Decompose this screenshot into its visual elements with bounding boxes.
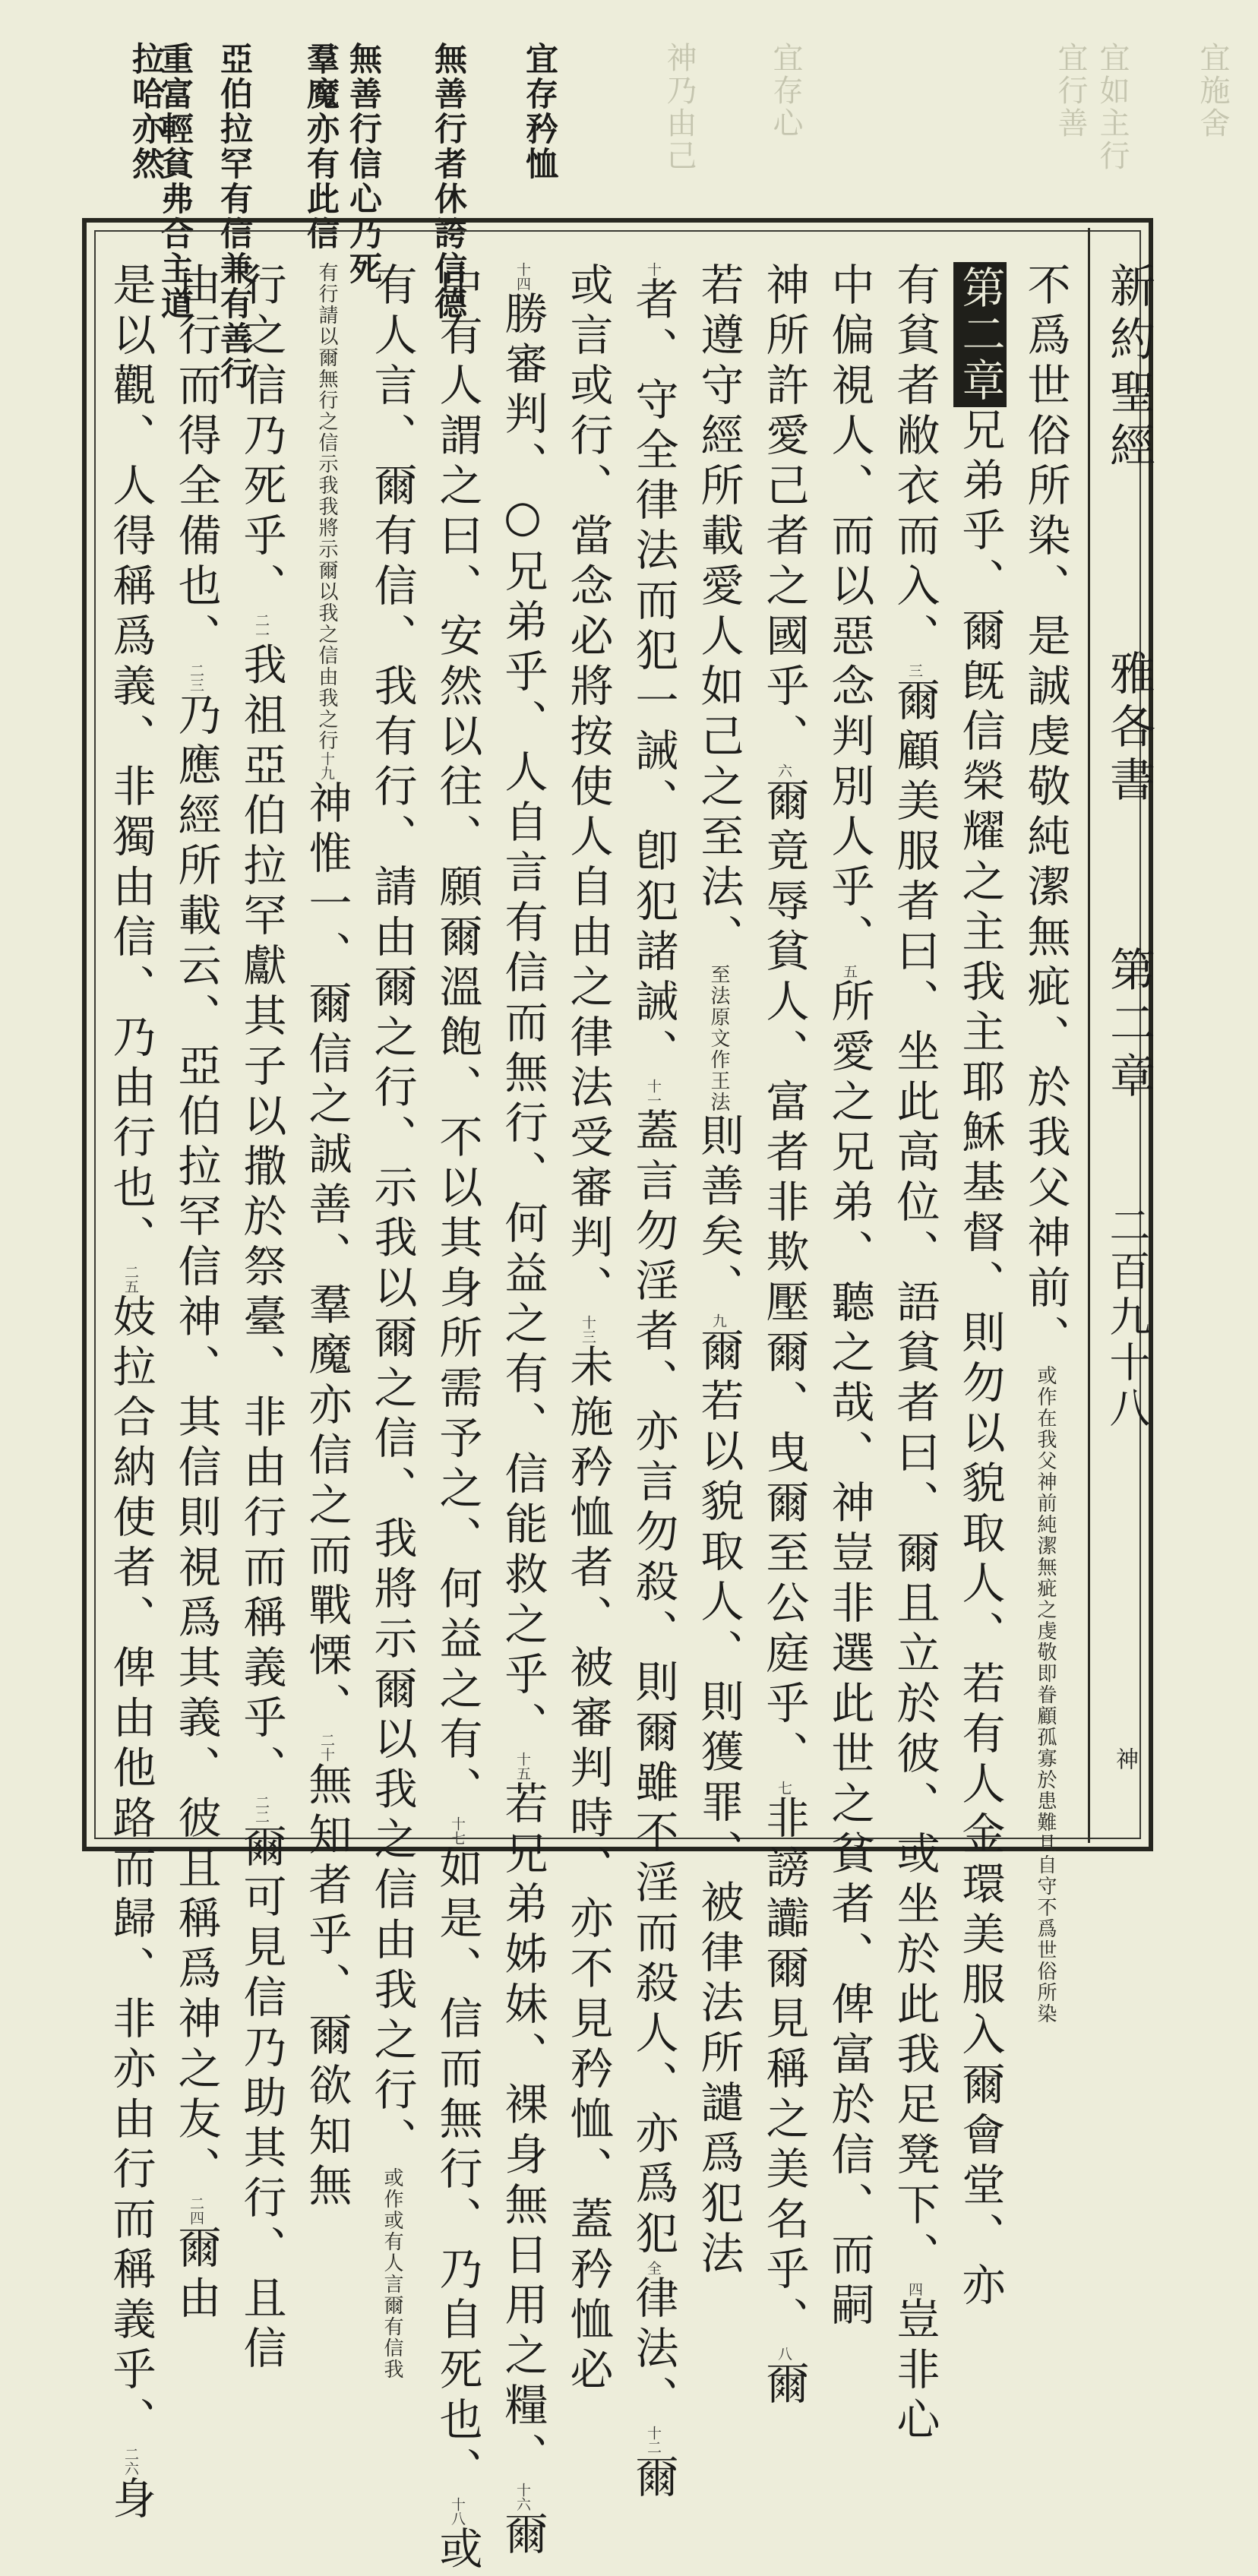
text-segment: 神惟一、爾信之誠善、羣魔亦信之而戰慄、 <box>302 780 352 1733</box>
verse-number: 十九 <box>318 751 335 780</box>
verse-number: 十五 <box>514 1752 531 1781</box>
text-segment: 或言或行、當念必將按使人自由之律法受審判、 <box>563 262 613 1315</box>
text-segment: 爾若以貌取人、則獲罪、被律法所譴爲犯法 <box>694 1328 744 2280</box>
verse-number: 十六 <box>514 2483 531 2511</box>
text-segment: 蓋言勿淫者、亦言勿殺、則爾雖不淫而殺人、亦爲犯 <box>628 1108 678 2261</box>
verse-number: 十八 <box>449 2497 466 2526</box>
text-column <box>887 262 942 2447</box>
text-segment: 乃應經所載云、亞伯拉罕信 <box>171 692 221 1294</box>
text-segment: 爾 <box>628 2454 678 2505</box>
text-segment: 神前、 <box>1020 1215 1070 1365</box>
text-segment: 神之友、 <box>171 1996 221 2196</box>
verse-number: 十三 <box>580 1315 596 1344</box>
text-column <box>757 262 811 2411</box>
text-segment: 爾竟辱貧人、富者非欺壓爾、曳爾至公庭乎、 <box>759 778 809 1781</box>
section-title: 雅各書 <box>1102 650 1155 809</box>
text-segment: 神所許愛己者之國乎、 <box>759 262 809 763</box>
verse-number: 九 <box>710 1313 727 1328</box>
text-column <box>561 262 615 2397</box>
text-segment: 爾可見信乃助其行、且信 <box>236 1824 286 2375</box>
verse-number: 二二 <box>253 1795 270 1824</box>
book-title: 新約聖經 <box>1102 262 1155 475</box>
text-column <box>495 262 550 2562</box>
verse-number: 十四 <box>514 262 531 291</box>
page-number: 二百九十八 <box>1103 1204 1151 1432</box>
text-segment: 有人言、爾有信、我有行、請由爾之行、示我以爾之信、我將示爾以我之信由我之行、 <box>367 262 417 2167</box>
ghost-note-2: 宜如主行 <box>1095 42 1130 172</box>
text-segment: 我祖亞伯拉罕獻其子以撒於祭臺、非由行而稱義乎、 <box>236 642 286 1795</box>
text-segment: 若遵守經所載愛人如己之至法、 <box>694 262 744 964</box>
verse-number: 二十 <box>318 1733 335 1762</box>
ghost-note-3: 宜行善 <box>1053 42 1088 140</box>
text-column <box>1018 262 1073 2024</box>
running-footer-char: 神 <box>1111 1747 1138 1770</box>
text-segment: 則善矣、 <box>694 1113 744 1313</box>
verse-number: 十 <box>645 262 662 277</box>
verse-number: 二一 <box>253 613 270 642</box>
verse-number: 二三 <box>188 663 204 692</box>
verse-number: 三 <box>906 663 923 678</box>
text-column <box>299 262 354 2213</box>
margin-note-4: 無善行信心乃死 <box>344 42 382 286</box>
margin-note-6: 亞伯拉罕有信兼有善行 <box>215 42 253 391</box>
text-segment: 豈非心 <box>890 2296 940 2447</box>
text-segment: 如是、信而無行、乃自死也、 <box>432 1845 482 2497</box>
text-segment: 所愛之兄弟、聽之哉、神豈非選此世之貧者、俾富於信、而嗣 <box>824 978 874 2332</box>
text-segment: 行之信乃死乎、 <box>236 262 286 613</box>
text-segment: 中偏視人、而以惡念判別人乎、 <box>824 262 874 964</box>
text-segment: 妓拉合納使者、俾由他路而歸、非亦由行而稱義乎、 <box>106 1294 156 2447</box>
margin-note-5: 羣魔亦有此信 <box>302 42 340 251</box>
text-segment: 中有人謂之曰、安然以往、願爾溫飽、不以其身所需予之、何益之有、 <box>432 262 482 1816</box>
chapter-label: 第二章 <box>953 262 1007 407</box>
margin-note-2: 宜存矜恤 <box>520 42 558 182</box>
inline-note: 有行請以爾無行之信示我我將示爾以我之信由我之行 <box>315 262 338 751</box>
verse-number: 十一 <box>645 1079 662 1108</box>
text-segment: 律法、 <box>628 2275 678 2426</box>
text-segment: 神、其信則視爲其義、彼且稱爲 <box>171 1294 221 1996</box>
text-column <box>430 262 485 2576</box>
text-segment: 爾由 <box>171 2225 221 2325</box>
text-segment: 者、守全律法而犯一誡、卽犯諸誡、 <box>628 277 678 1079</box>
margin-note-7: 拉哈亦然 <box>127 42 165 182</box>
verse-number: 五 <box>841 964 858 978</box>
text-column <box>822 262 877 2332</box>
text-segment: 勝審判、○兄弟乎、人自言有信而無行、何益之有、信能救之乎、 <box>498 291 548 1752</box>
text-column <box>691 262 746 2280</box>
verse-number: 六 <box>776 763 792 778</box>
text-column <box>953 262 1007 2312</box>
text-segment: 是以觀、人得稱爲義、非獨由信、乃由行也、 <box>106 262 156 1265</box>
verse-number: 八 <box>776 2347 792 2361</box>
text-segment: 非謗讟爾見稱之美名乎、 <box>759 1795 809 2347</box>
text-segment: 爾 <box>759 2361 809 2411</box>
text-segment: 若兄弟姊妹、裸身無日用之糧、 <box>498 1781 548 2483</box>
ghost-note-1: 宜施舍 <box>1195 42 1230 140</box>
text-segment: 不爲世俗所染、是誠虔敬純潔無疵、於我父 <box>1020 262 1070 1215</box>
text-segment: 有貧者敝衣而入、 <box>890 262 940 663</box>
verse-number: 七 <box>776 1781 792 1795</box>
text-segment: 爾顧美服者曰、坐此高位、語貧者曰、爾且立於彼、或坐於此我足凳下、 <box>890 678 940 2282</box>
margin-note-1: 重富輕貧弗合主道 <box>156 42 194 321</box>
text-column <box>103 262 158 2526</box>
chapter-title: 第二章 <box>1102 946 1155 1105</box>
verse-number: 二五 <box>122 1265 139 1294</box>
text-segment: 未施矜恤者、被審判時、亦不見矜恤、蓋矜恤必 <box>563 1344 613 2397</box>
text-segment: 或 <box>432 2526 482 2576</box>
ghost-note-4: 宜存心 <box>768 42 803 140</box>
verse-number: 十二 <box>645 2426 662 2454</box>
text-segment: 身 <box>106 2476 156 2526</box>
inline-note: 或作在我父神前純潔無疵之虔敬即眷顧孤寡於患難且自守不爲世俗所染 <box>1034 1365 1057 2024</box>
text-column <box>626 262 681 2505</box>
verse-number: 四 <box>906 2282 923 2296</box>
text-segment: 兄弟乎、爾旣信榮耀之主我主耶穌基督、則勿以貌取人、若有人金環美服入爾會堂、亦 <box>955 407 1005 2312</box>
verse-number: 全 <box>645 2261 662 2275</box>
margin-note-3: 無善行者休誇信德 <box>429 42 467 321</box>
inline-note: 至法原文作王法 <box>707 964 730 1113</box>
text-segment: 爾 <box>498 2511 548 2562</box>
text-segment: 無知者乎、爾欲知無 <box>302 1762 352 2213</box>
text-segment: 由行而得全備也、 <box>171 262 221 663</box>
ghost-note-5: 神乃由己 <box>662 42 697 172</box>
text-column <box>234 262 289 2375</box>
verse-number: 二六 <box>122 2447 139 2476</box>
verse-number: 十七 <box>449 1816 466 1845</box>
verse-number: 二四 <box>188 2196 204 2225</box>
inline-note: 或作或有人言爾有信我 <box>381 2167 403 2380</box>
text-column <box>365 262 419 2380</box>
text-column <box>169 262 223 2325</box>
